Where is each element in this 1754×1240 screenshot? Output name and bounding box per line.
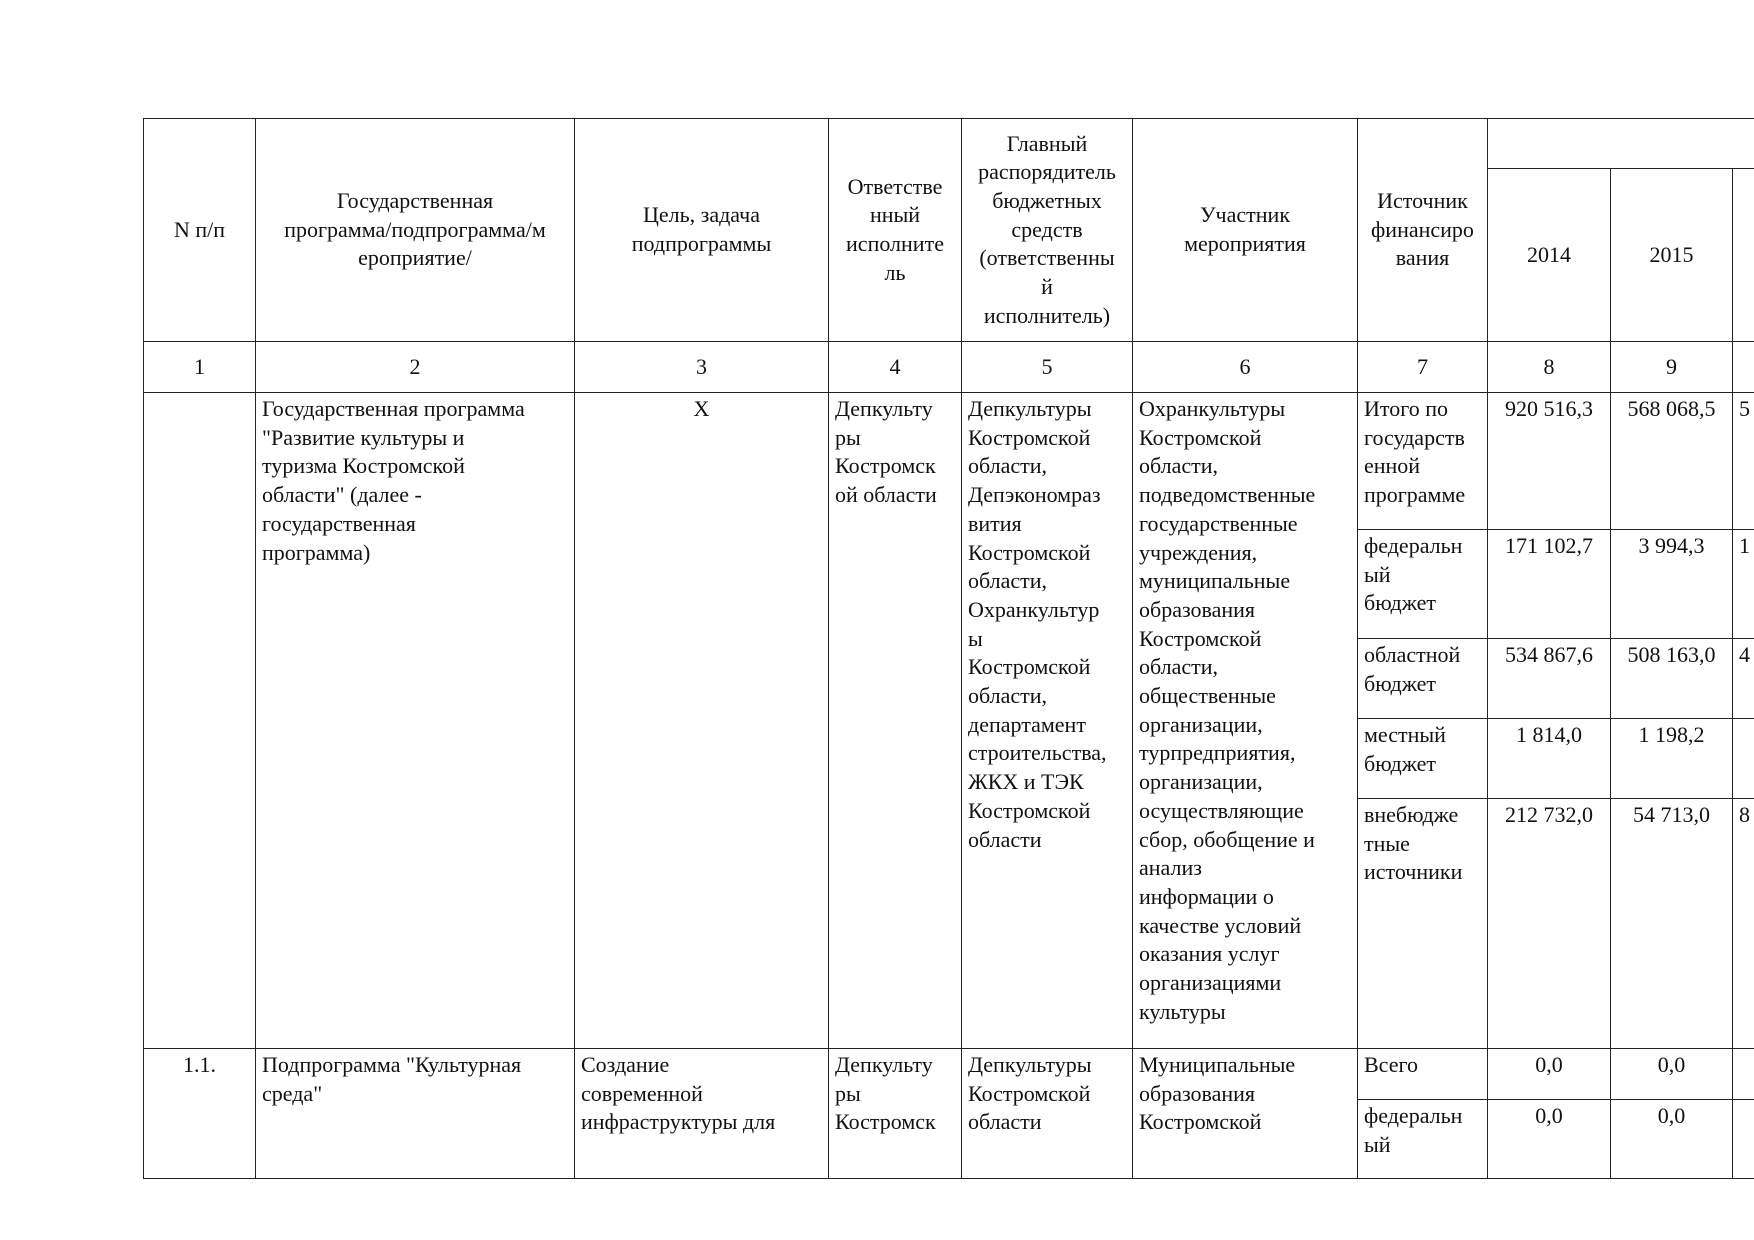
source-label: Всего: [1358, 1049, 1488, 1100]
amount-2015: 0,0: [1611, 1100, 1733, 1179]
source-label: федеральн ый бюджет: [1358, 530, 1488, 639]
amount-2016: 8: [1733, 799, 1754, 1049]
column-number: 2: [256, 342, 575, 393]
document-page: [143, 118, 1754, 1218]
amount-2016: [1733, 1049, 1754, 1100]
column-number: 9: [1611, 342, 1733, 393]
source-label: внебюдже тные источники: [1358, 799, 1488, 1049]
subprogram-row: [144, 1049, 1754, 1100]
amount-2014: 534 867,6: [1488, 639, 1611, 719]
subprogram-participant: Муниципальные образования Костромской: [1133, 1049, 1358, 1179]
amount-2014: 0,0: [1488, 1049, 1611, 1100]
header-source: Источник финансиро вания: [1358, 119, 1488, 342]
column-number: 5: [962, 342, 1133, 393]
amount-2015: 54 713,0: [1611, 799, 1733, 1049]
program-responsible: Депкульту ры Костромск ой области: [829, 393, 962, 1049]
program-name: Государственная программа "Развитие культуры и туризма Костромской области" (далее - государственная программа): [256, 393, 575, 1049]
header-num: N п/п: [144, 119, 256, 342]
financing-table: [143, 118, 1754, 1179]
amount-2016: 5: [1733, 393, 1754, 530]
column-number: 6: [1133, 342, 1358, 393]
column-number: 1: [144, 342, 256, 393]
column-number: 4: [829, 342, 962, 393]
column-numbers-row: [144, 342, 1754, 393]
header-participant: Участник мероприятия: [1133, 119, 1358, 342]
source-label: областной бюджет: [1358, 639, 1488, 719]
header-responsible: Ответстве нный исполните ль: [829, 119, 962, 342]
amount-2015: 3 994,3: [1611, 530, 1733, 639]
header-distributor: Главный распорядитель бюджетных средств (ответственны й исполнитель): [962, 119, 1133, 342]
program-num: [144, 393, 256, 1049]
subprogram-goal: Создание современной инфраструктуры для: [575, 1049, 829, 1179]
amount-2015: 1 198,2: [1611, 719, 1733, 799]
program-goal: X: [575, 393, 829, 1049]
amount-2016: [1733, 719, 1754, 799]
program-participant: Охранкультуры Костромской области, подведомственные государственные учреждения, муниципальные образования Костромской области, общественные организации, турпредприятия, организации, осуществляющие сбор, обобщение и анализ информации о качестве условий оказания услуг организациями культуры: [1133, 393, 1358, 1049]
column-number: [1733, 342, 1754, 393]
amount-2014: 920 516,3: [1488, 393, 1611, 530]
program-distributor: Депкультуры Костромской области, Депэкономраз вития Костромской области, Охранкультур ы Костромской области, департамент строительства, ЖКХ и ТЭК Костромской области: [962, 393, 1133, 1049]
subprogram-responsible: Депкульту ры Костромск: [829, 1049, 962, 1179]
column-number: 8: [1488, 342, 1611, 393]
header-goal: Цель, задача подпрограммы: [575, 119, 829, 342]
amount-2015: 0,0: [1611, 1049, 1733, 1100]
amount-2014: 0,0: [1488, 1100, 1611, 1179]
header-years-group: [1488, 119, 1754, 169]
amount-2014: 171 102,7: [1488, 530, 1611, 639]
source-label: федеральн ый: [1358, 1100, 1488, 1179]
column-number: 3: [575, 342, 829, 393]
amount-2016: [1733, 1100, 1754, 1179]
amount-2014: 212 732,0: [1488, 799, 1611, 1049]
subprogram-num: 1.1.: [144, 1049, 256, 1179]
header-year-2014: 2014: [1488, 169, 1611, 342]
program-row: [144, 393, 1754, 530]
header-year-3: [1733, 169, 1754, 342]
header-program: Государственная программа/подпрограмма/м ероприятие/: [256, 119, 575, 342]
source-label: Итого по государств енной программе: [1358, 393, 1488, 530]
source-label: местный бюджет: [1358, 719, 1488, 799]
amount-2015: 508 163,0: [1611, 639, 1733, 719]
amount-2016: 4: [1733, 639, 1754, 719]
header-year-2015: 2015: [1611, 169, 1733, 342]
amount-2015: 568 068,5: [1611, 393, 1733, 530]
column-number: 7: [1358, 342, 1488, 393]
subprogram-name: Подпрограмма "Культурная среда": [256, 1049, 575, 1179]
header-row: [144, 119, 1754, 169]
subprogram-distributor: Депкультуры Костромской области: [962, 1049, 1133, 1179]
amount-2014: 1 814,0: [1488, 719, 1611, 799]
amount-2016: 1: [1733, 530, 1754, 639]
